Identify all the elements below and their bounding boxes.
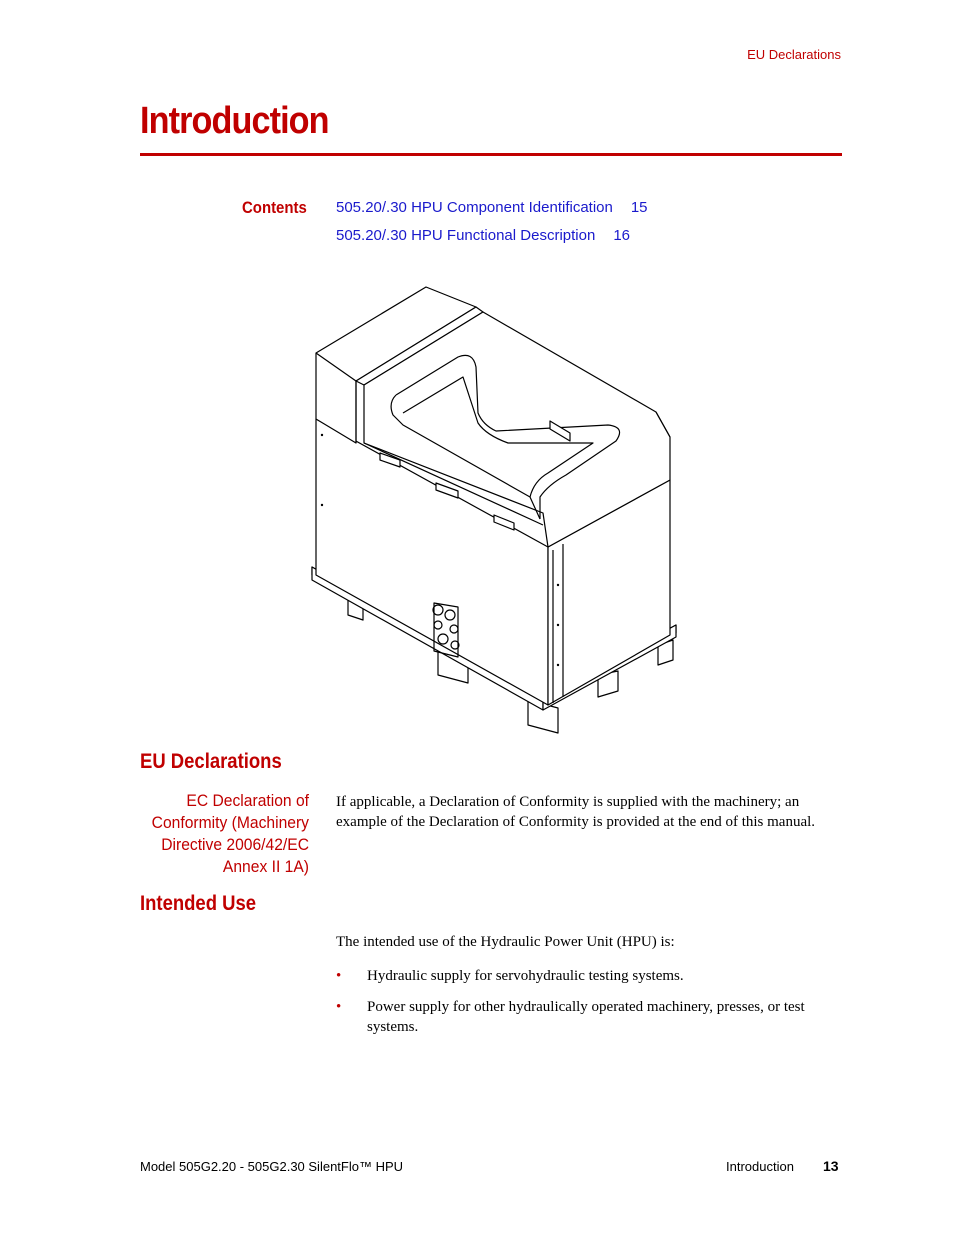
toc-entry-page: 16 — [613, 227, 630, 244]
intended-use-list — [336, 966, 846, 1048]
intended-use-heading: Intended Use — [140, 892, 257, 915]
toc-entry-page: 15 — [630, 199, 648, 216]
toc-entry-text: 505.20/.30 HPU Functional Description — [336, 227, 596, 244]
page-number: 13 — [823, 1158, 839, 1174]
ec-declaration-side-heading — [134, 790, 309, 878]
contents-label: Contents — [242, 198, 307, 217]
page-title: Introduction — [140, 100, 329, 142]
intended-use-intro: The intended use of the Hydraulic Power Unit (HPU) is: — [336, 934, 675, 950]
list-item — [336, 997, 846, 1037]
side-heading-line: Directive 2006/42/EC — [161, 835, 309, 854]
footer-section: Introduction — [726, 1159, 794, 1174]
hpu-unit-illustration — [308, 285, 678, 735]
side-heading-line: Annex II 1A) — [222, 857, 309, 876]
toc-link-functional-description[interactable] — [336, 227, 630, 244]
list-item-text: Power supply for other hydraulically operated machinery, presses, or test systems. — [367, 999, 805, 1035]
toc-link-component-identification[interactable] — [336, 199, 648, 216]
bullet-icon: • — [336, 968, 342, 984]
running-header: EU Declarations — [747, 47, 841, 62]
list-item — [336, 966, 846, 986]
bullet-icon: • — [336, 999, 342, 1015]
eu-declarations-body: If applicable, a Declaration of Conformity is supplied with the machinery; an example of the Declaration of Conformity is provided at the end of this manual. — [336, 794, 816, 830]
side-heading-line: Conformity (Machinery — [151, 813, 309, 832]
footer-model: Model 505G2.20 - 505G2.30 SilentFlo™ HPU — [140, 1159, 404, 1174]
eu-declarations-heading: EU Declarations — [140, 750, 282, 773]
toc-entry-text: 505.20/.30 HPU Component Identification — [336, 199, 613, 216]
title-rule — [140, 153, 842, 156]
side-heading-line: EC Declaration of — [186, 791, 309, 810]
list-item-text: Hydraulic supply for servohydraulic testing systems. — [367, 968, 684, 984]
